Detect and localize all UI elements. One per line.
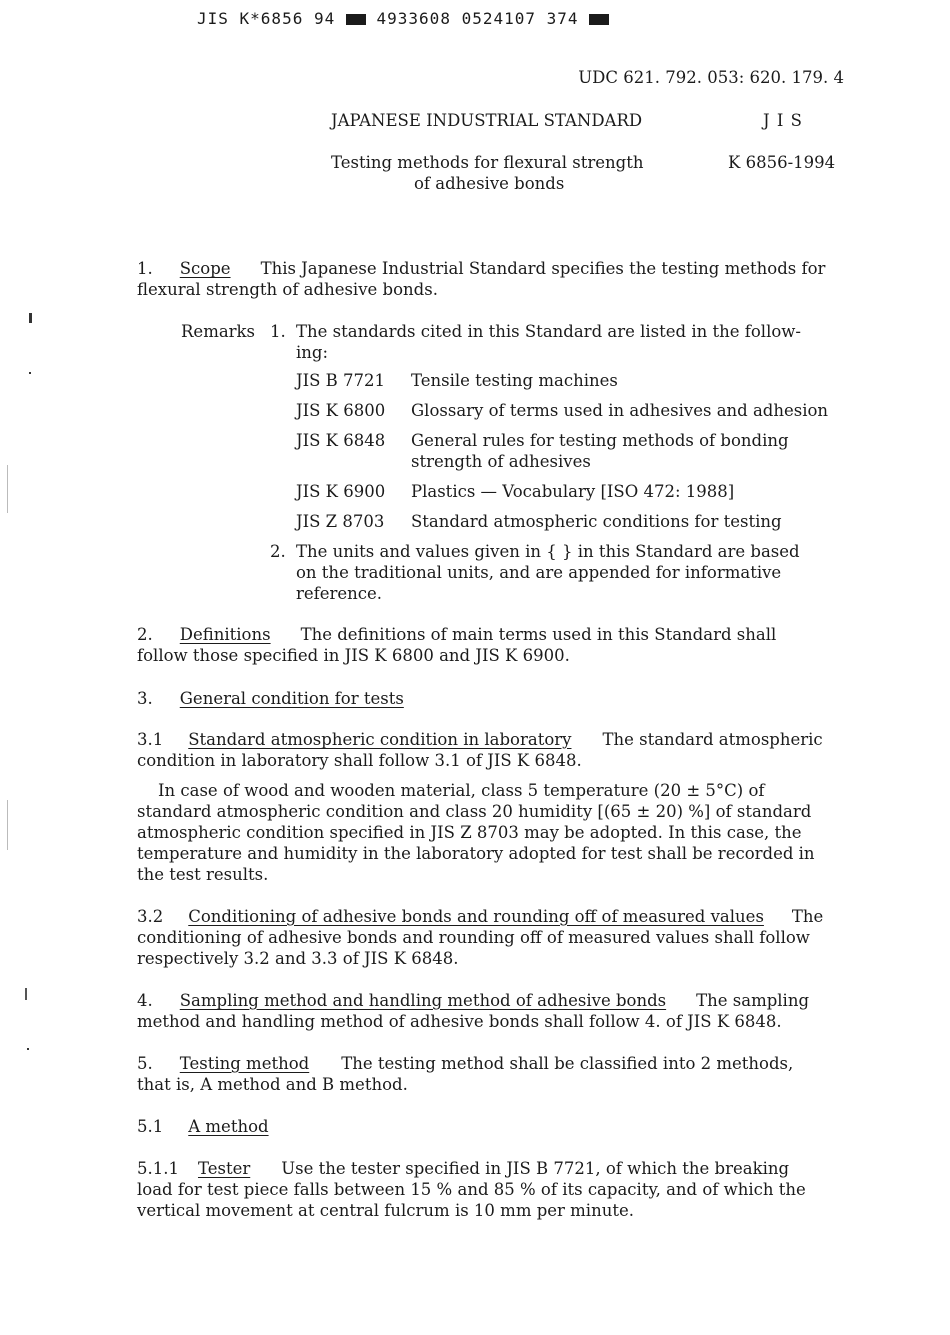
section-heading: Standard atmospheric condition in laboratory — [188, 730, 572, 749]
section-heading: Testing method — [179, 1054, 310, 1073]
section-3-1-paragraph — [137, 780, 857, 885]
remark-1-line: ing: — [296, 343, 329, 362]
cited-code: JIS B 7721 — [296, 371, 386, 390]
section-text: condition in laboratory shall follow 3.1 of JIS K 6848. — [137, 751, 582, 770]
scan-artifact — [25, 988, 27, 1000]
section-number: 4. — [137, 991, 153, 1010]
section-text: load for test piece falls between 15 % and 85 % of its capacity, and of which the — [137, 1180, 806, 1199]
header-block-mark — [589, 14, 609, 25]
section-heading: Definitions — [179, 625, 271, 644]
scan-artifact — [29, 313, 32, 323]
paragraph-line: the test results. — [137, 865, 269, 884]
section-text: The definitions of main terms used in this Standard shall — [300, 625, 777, 644]
cited-title-cont: strength of adhesives — [411, 452, 591, 471]
section-text: Use the tester specified in JIS B 7721, of which the breaking — [281, 1159, 790, 1178]
scan-artifact — [7, 800, 8, 850]
cited-title: Plastics — Vocabulary [ISO 472: 1988] — [411, 482, 735, 501]
header-block-mark — [346, 14, 366, 25]
header-serial: 4933608 0524107 374 — [376, 9, 579, 28]
section-5-1 — [137, 1116, 269, 1137]
scan-artifact — [29, 372, 31, 374]
cited-code: JIS Z 8703 — [296, 512, 385, 531]
header-code: JIS K*6856 94 — [197, 9, 336, 28]
section-5-1-1 — [137, 1158, 857, 1221]
section-number: 1. — [137, 259, 153, 278]
section-text: This Japanese Industrial Standard specifies the testing methods for — [260, 259, 826, 278]
section-text: respectively 3.2 and 3.3 of JIS K 6848. — [137, 949, 459, 968]
jis-mark: J I S — [763, 111, 803, 130]
remark-2-line: The units and values given in { } in this Standard are based — [296, 542, 800, 561]
standard-title: JAPANESE INDUSTRIAL STANDARD — [331, 111, 643, 130]
section-text: method and handling method of adhesive bonds shall follow 4. of JIS K 6848. — [137, 1012, 782, 1031]
section-number: 3. — [137, 689, 153, 708]
paragraph-line: In case of wood and wooden material, class 5 temperature (20 ± 5°C) of — [158, 781, 765, 800]
cited-title: Glossary of terms used in adhesives and adhesion — [411, 401, 829, 420]
doc-title-line1: Testing methods for flexural strength — [331, 153, 644, 172]
section-number: 2. — [137, 625, 153, 644]
udc-number: UDC 621. 792. 053: 620. 179. 4 — [578, 68, 844, 87]
remark-2-line: reference. — [296, 584, 383, 603]
section-text: conditioning of adhesive bonds and rounding off of measured values shall follow — [137, 928, 810, 947]
remark-1-text — [296, 321, 801, 363]
section-heading: Scope — [179, 259, 231, 278]
section-number: 3.2 — [137, 907, 164, 926]
paragraph-line: temperature and humidity in the laboratory adopted for test shall be recorded in — [137, 844, 815, 863]
section-number: 5. — [137, 1054, 153, 1073]
remark-2-line: on the traditional units, and are appended for informative — [296, 563, 782, 582]
remark-1-line: The standards cited in this Standard are listed in the follow- — [296, 322, 801, 341]
remark-1-number: 1. — [270, 322, 286, 341]
section-text: The sampling — [696, 991, 810, 1010]
section-text: The testing method shall be classified into 2 methods, — [341, 1054, 794, 1073]
section-heading: A method — [188, 1117, 269, 1136]
paragraph-line: standard atmospheric condition and class 20 humidity [(65 ± 20) %] of standard — [137, 802, 812, 821]
section-text: that is, A method and B method. — [137, 1075, 408, 1094]
section-5-testing-method — [137, 1053, 857, 1095]
paragraph-line: atmospheric condition specified in JIS Z 8703 may be adopted. In this case, the — [137, 823, 802, 842]
section-4-sampling — [137, 990, 857, 1032]
section-heading: General condition for tests — [179, 689, 404, 708]
section-heading: Tester — [197, 1159, 251, 1178]
remark-2-text — [296, 541, 800, 604]
cited-title: Standard atmospheric conditions for testing — [411, 512, 782, 531]
cited-code: JIS K 6800 — [296, 401, 386, 420]
scan-artifact — [7, 465, 8, 513]
section-number: 5.1.1 — [137, 1159, 179, 1178]
section-number: 5.1 — [137, 1117, 164, 1136]
section-text: vertical movement at central fulcrum is 10 mm per minute. — [137, 1201, 634, 1220]
cited-code: JIS K 6900 — [296, 482, 386, 501]
cited-title: Tensile testing machines — [411, 371, 618, 390]
remarks-label: Remarks — [181, 322, 256, 341]
section-text: follow those specified in JIS K 6800 and JIS K 6900. — [137, 646, 570, 665]
section-heading: Sampling method and handling method of adhesive bonds — [179, 991, 667, 1010]
section-1-scope — [137, 258, 847, 300]
section-text: The — [791, 907, 824, 926]
section-3-1 — [137, 729, 847, 771]
doc-number: K 6856-1994 — [728, 153, 836, 172]
section-text: The standard atmospheric — [602, 730, 823, 749]
section-2-definitions — [137, 624, 847, 666]
section-number: 3.1 — [137, 730, 164, 749]
section-3-general — [137, 688, 404, 709]
doc-title-line2: of adhesive bonds — [414, 174, 565, 193]
scan-header — [197, 9, 609, 28]
section-text: flexural strength of adhesive bonds. — [137, 280, 438, 299]
remark-2-number: 2. — [270, 542, 286, 561]
section-heading: Conditioning of adhesive bonds and rounding off of measured values — [188, 907, 764, 926]
section-3-2 — [137, 906, 857, 969]
scan-artifact — [27, 1048, 29, 1050]
cited-code: JIS K 6848 — [296, 431, 386, 450]
cited-title: General rules for testing methods of bonding — [411, 431, 789, 450]
